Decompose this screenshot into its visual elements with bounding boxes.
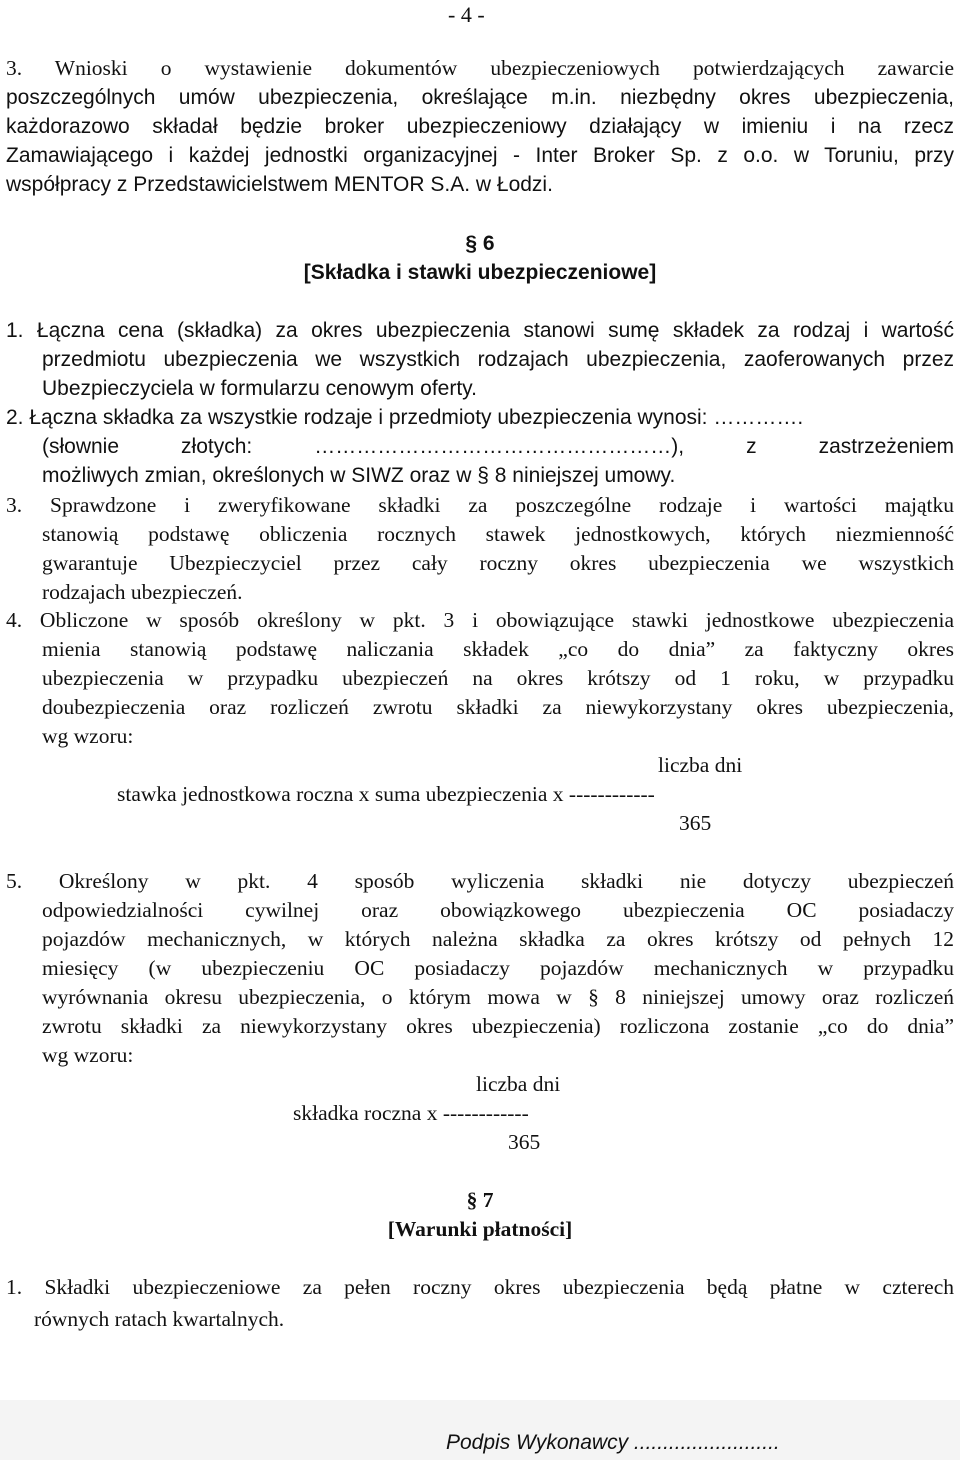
section6-p2-line-2: (słownie złotych: ……………………………………………), z zastrzeżeniem [42,435,954,458]
section7-p1-line-2: równych ratach kwartalnych. [34,1307,285,1331]
section6-title: [Składka i stawki ubezpieczeniowe] [303,261,657,284]
formula1-numerator: liczba dni [658,753,743,777]
section6-p2-line-1: 2. Łączna składka za wszystkie rodzaje i przedmioty ubezpieczenia wynosi: …………. [6,406,804,429]
section6-p3-line-2: stanowią podstawę obliczenia rocznych stawek jednostkowych, których niezmienność [42,522,954,546]
section6-p4-line-2: mienia stanowią podstawę naliczania składek „co do dnia” za faktyczny okres [42,637,954,661]
section6-p1-line-2: przedmiotu ubezpieczenia we wszystkich rodzajach ubezpieczenia, zaoferowanych przez [42,348,954,371]
section6-p5-line-4: miesięcy (w ubezpieczeniu OC posiadaczy pojazdów mechanicznych w przypadku [42,956,954,980]
section6-p5-line-5: wyrównania okresu ubezpieczenia, o którym mowa w § 8 niniejszej umowy oraz rozliczeń [42,985,954,1009]
section7-p1-line-1: 1. Składki ubezpieczeniowe za pełen roczny okres ubezpieczenia będą płatne w czterech [6,1275,954,1299]
section7-title: [Warunki płatności] [387,1217,573,1241]
section3-line-5: współpracy z Przedstawicielstwem MENTOR S.A. w Łodzi. [6,173,553,196]
section3-line-3: każdorazowo składał będzie broker ubezpieczeniowy działający w imieniu i na rzecz [6,115,954,138]
page-number: - 4 - [448,2,485,27]
section3-line-4: Zamawiającego i każdej jednostki organizacyjnej - Inter Broker Sp. z o.o. w Toruniu, przy [6,144,954,167]
section6-p5-line-1: 5. Określony w pkt. 4 sposób wyliczenia składki nie dotyczy ubezpieczeń [6,869,954,893]
section6-p1-line-3: Ubezpieczyciela w formularzu cenowym oferty. [42,377,477,400]
section6-p2-line-3: możliwych zmian, określonych w SIWZ oraz w § 8 niniejszej umowy. [42,464,676,487]
signature-line: Podpis Wykonawcy ......................... [446,1431,780,1454]
section6-p4-line-5: wg wzoru: [42,724,134,748]
section6-number: § 6 [465,232,495,255]
section6-p4-line-3: ubezpieczenia w przypadku ubezpieczeń na okres krótszy od 1 roku, w przypadku [42,666,954,690]
formula1-main: stawka jednostkowa roczna x suma ubezpieczenia x ------------ [117,782,655,806]
section6-p4-line-4: doubezpieczenia oraz rozliczeń zwrotu składki za niewykorzystany okres ubezpieczenia, [42,695,954,719]
section6-p5-line-6: zwrotu składki za niewykorzystany okres ubezpieczenia) rozliczona zostanie „co do dnia” [42,1014,954,1038]
section3-line-2: poszczególnych umów ubezpieczenia, określające m.in. niezbędny okres ubezpieczenia, [6,86,954,109]
section6-p1-line-1: 1. Łączna cena (składka) za okres ubezpieczenia stanowi sumę składek za rodzaj i wartość [6,319,954,342]
section6-p3-line-4: rodzajach ubezpieczeń. [42,580,243,604]
formula2-denominator: 365 [508,1130,541,1154]
section6-p5-line-2: odpowiedzialności cywilnej oraz obowiązkowego ubezpieczenia OC posiadaczy [42,898,954,922]
formula2-main: składka roczna x ------------ [293,1101,529,1125]
section6-p5-line-3: pojazdów mechanicznych, w których należna składka za okres krótszy od pełnych 12 [42,927,954,951]
formula1-denominator: 365 [679,811,712,835]
section6-p4-line-1: 4. Obliczone w sposób określony w pkt. 3 i obowiązujące stawki jednostkowe ubezpieczenia [6,608,954,632]
section7-number: § 7 [466,1188,494,1212]
section6-p3-line-3: gwarantuje Ubezpieczyciel przez cały roczny okres ubezpieczenia we wszystkich [42,551,954,575]
section6-p5-line-7: wg wzoru: [42,1043,134,1067]
formula2-numerator: liczba dni [476,1072,561,1096]
section6-p3-line-1: 3. Sprawdzone i zweryfikowane składki za poszczególne rodzaje i wartości majątku [6,493,954,517]
section3-line-1: 3. Wnioski o wystawienie dokumentów ubezpieczeniowych potwierdzających zawarcie [6,56,954,80]
